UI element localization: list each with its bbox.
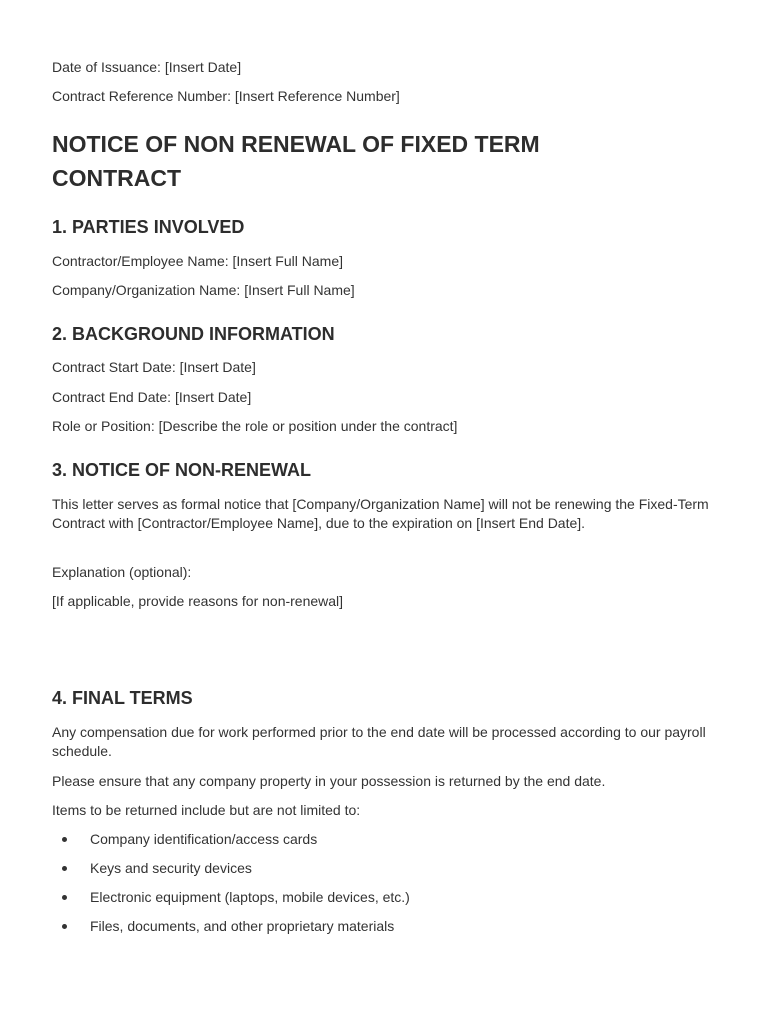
contractor-name-field: Contractor/Employee Name: [Insert Full Name] xyxy=(52,253,343,269)
explanation-placeholder: [If applicable, provide reasons for non-renewal] xyxy=(52,593,344,609)
explanation-label: Explanation (optional): xyxy=(52,564,192,580)
list-item-text: Electronic equipment (laptops, mobile devices, etc.) xyxy=(90,889,410,905)
section-heading-notice: 3. NOTICE OF NON-RENEWAL xyxy=(52,460,312,480)
compensation-paragraph: Any compensation due for work performed prior to the end date will be processed according to our payroll schedule. xyxy=(52,724,706,759)
date-of-issuance: Date of Issuance: [Insert Date] xyxy=(52,59,242,75)
contract-start-date-field: Contract Start Date: [Insert Date] xyxy=(52,359,256,375)
role-position-field: Role or Position: [Describe the role or position under the contract] xyxy=(52,418,458,434)
bullet-icon xyxy=(62,924,67,929)
list-item-text: Keys and security devices xyxy=(90,860,252,876)
items-intro: Items to be returned include but are not limited to: xyxy=(52,802,361,818)
section-heading-final-terms: 4. FINAL TERMS xyxy=(52,688,193,708)
list-item-text: Files, documents, and other proprietary materials xyxy=(90,918,395,934)
bullet-icon xyxy=(62,837,67,842)
contract-end-date-field: Contract End Date: [Insert Date] xyxy=(52,389,252,405)
notice-body-paragraph: This letter serves as formal notice that [Company/Organization Name] will not be renewing the Fixed-Term Contract with [Contractor/Employee Name], due to the expiration on [Insert End Date]. xyxy=(52,496,709,531)
section-heading-parties: 1. PARTIES INVOLVED xyxy=(52,217,245,237)
company-name-field: Company/Organization Name: [Insert Full Name] xyxy=(52,282,355,298)
section-heading-background: 2. BACKGROUND INFORMATION xyxy=(52,324,335,344)
document-title: NOTICE OF NON RENEWAL OF FIXED TERM CONTRACT xyxy=(52,131,540,191)
contract-reference-number: Contract Reference Number: [Insert Reference Number] xyxy=(52,88,400,104)
bullet-icon xyxy=(62,895,67,900)
bullet-icon xyxy=(62,866,67,871)
list-item-text: Company identification/access cards xyxy=(90,831,318,847)
property-return-paragraph: Please ensure that any company property in your possession is returned by the end date. xyxy=(52,773,606,789)
